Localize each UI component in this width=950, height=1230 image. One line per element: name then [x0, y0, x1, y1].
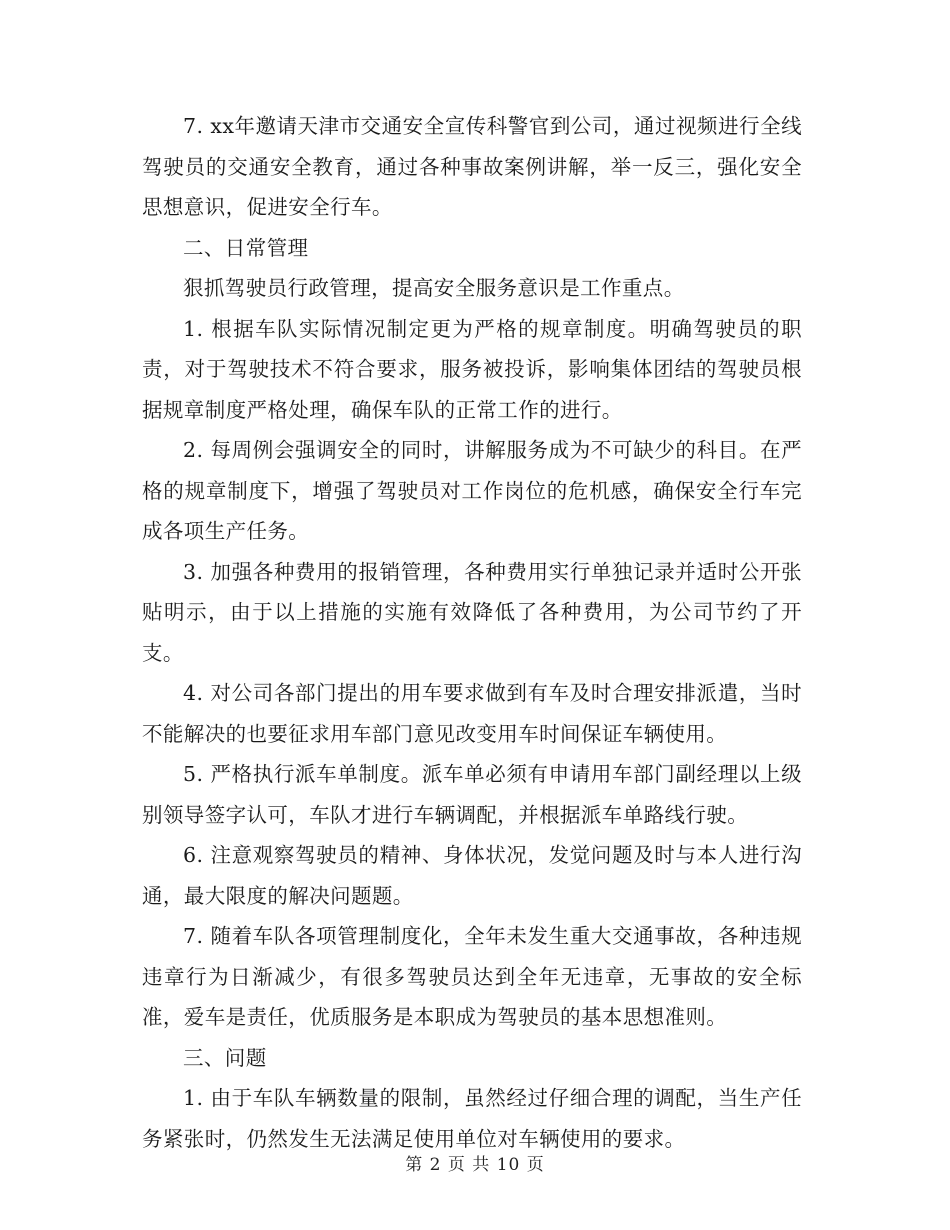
document-body [142, 106, 802, 1159]
paragraph-9: 6. 注意观察驾驶员的精神、身体状况，发觉问题及时与本人进行沟通，最大限度的解决问题题。 [142, 843, 802, 908]
paragraph-5: 2. 每周例会强调安全的同时，讲解服务成为不可缺少的科目。在严格的规章制度下，增强了驾驶员对工作岗位的危机感，确保安全行车完成各项生产任务。 [142, 438, 802, 543]
paragraph-10: 7. 随着车队各项管理制度化，全年未发生重大交通事故，各种违规违章行为日渐减少，有很多驾驶员达到全年无违章，无事故的安全标准，爱车是责任，优质服务是本职成为驾驶员的基本思想准则。 [142, 924, 802, 1029]
paragraph-3: 狠抓驾驶员行政管理，提高安全服务意识是工作重点。 [183, 276, 685, 300]
section-heading-daily-management: 二、日常管理 [183, 235, 309, 260]
page-number-footer: 第 2 页 共 10 页 [405, 1155, 545, 1175]
paragraph-6: 3. 加强各种费用的报销管理，各种费用实行单独记录并适时公开张贴明示，由于以上措施的实施有效降低了各种费用，为公司节约了开支。 [142, 559, 802, 665]
paragraph-12: 1. 由于车队车辆数量的限制，虽然经过仔细合理的调配，当生产任务紧张时，仍然发生无法满足使用单位对车辆使用的要求。 [142, 1086, 802, 1151]
paragraph-7: 4. 对公司各部门提出的用车要求做到有车及时合理安排派遣，当时不能解决的也要征求用车部门意见改变用车时间保证车辆使用。 [142, 681, 802, 746]
section-heading-problems: 三、问题 [183, 1045, 267, 1070]
paragraph-8: 5. 严格执行派车单制度。派车单必须有申请用车部门副经理以上级别领导签字认可，车队才进行车辆调配，并根据派车单路线行驶。 [142, 762, 802, 827]
paragraph-4: 1. 根据车队实际情况制定更为严格的规章制度。明确驾驶员的职责，对于驾驶技术不符合要求，服务被投诉，影响集体团结的驾驶员根据规章制度严格处理，确保车队的正常工作的进行。 [142, 316, 802, 422]
paragraph-1: 7. xx年邀请天津市交通安全宣传科警官到公司，通过视频进行全线驾驶员的交通安全教育，通过各种事故案例讲解，举一反三，强化安全思想意识，促进安全行车。 [142, 114, 802, 219]
